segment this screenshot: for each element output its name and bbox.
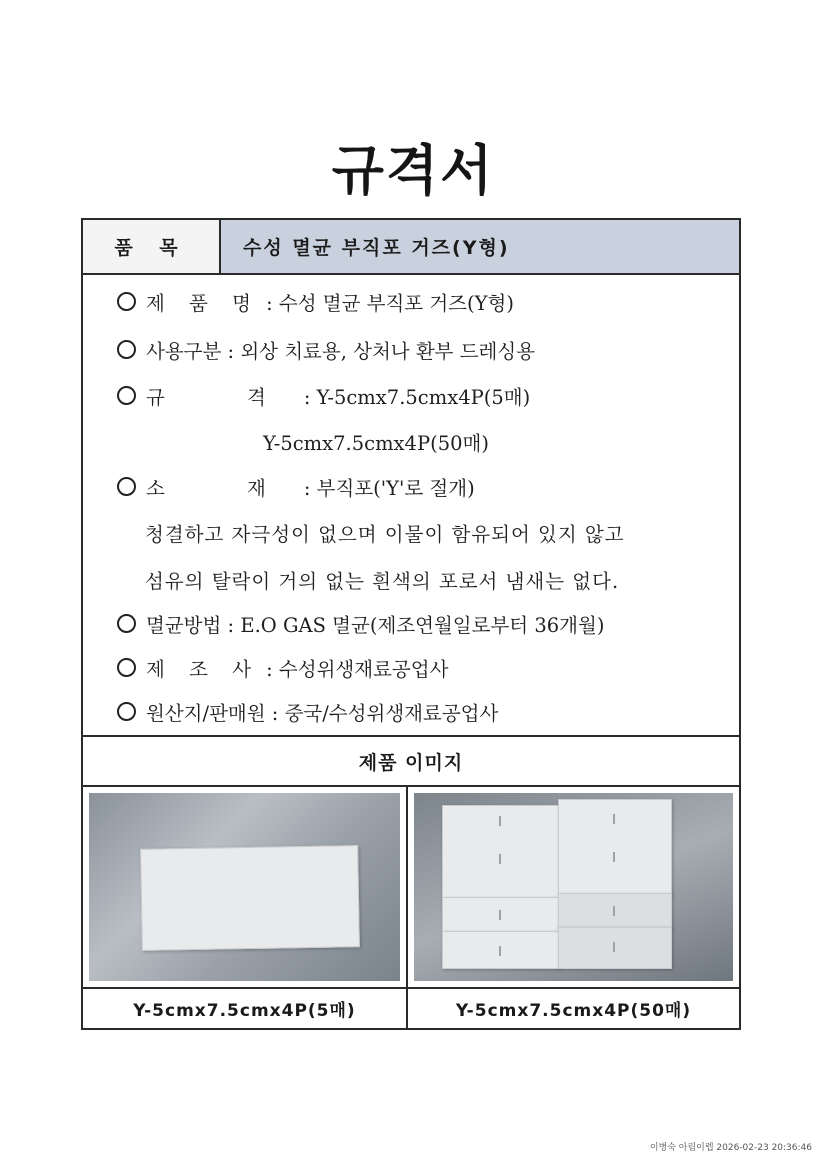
spec-manufacturer: 제 조 사 : 수성위생재료공업사 [117, 654, 448, 682]
spec-label: 멸균방법 [146, 614, 222, 637]
spec-value: Y-5cmx7.5cmx4P(5매) [316, 386, 531, 409]
spec-value: 부직포('Y'로 절개) [316, 477, 475, 500]
spec-size-2: Y-5cmx7.5cmx4P(50매) [263, 432, 489, 455]
spec-size: 규 격: Y-5cmx7.5cmx4P(5매) [117, 382, 530, 410]
item-label: 품 목 [83, 220, 221, 273]
spec-value: 중국/수성위생재료공업사 [284, 702, 499, 725]
product-photo-50-pack [414, 793, 733, 981]
spec-sheet [81, 218, 741, 1030]
spec-origin-seller: 원산지/판매원 : 중국/수성위생재료공업사 [117, 698, 498, 726]
circle-bullet-icon [117, 340, 136, 359]
product-images-header: 제품 이미지 [83, 735, 739, 787]
gauze-pad [558, 927, 672, 969]
gauze-pad [442, 897, 560, 933]
gauze-pad [558, 799, 672, 895]
page-title: 규격서 [331, 139, 495, 202]
gauze-pad [442, 931, 560, 969]
circle-bullet-icon [117, 702, 136, 721]
spec-label: 소 재 [146, 477, 304, 500]
gauze-pad [558, 893, 672, 929]
spec-label: 원산지/판매원 [146, 702, 266, 725]
gauze-pad [442, 805, 560, 899]
spec-product-name: 제 품 명 : 수성 멸균 부직포 거즈(Y형) [117, 288, 514, 316]
spec-material-desc-2: 섬유의 탈락이 거의 없는 흰색의 포로서 냄새는 없다. [145, 570, 620, 593]
circle-bullet-icon [117, 292, 136, 311]
item-row [83, 220, 739, 275]
spec-value: E.O GAS 멸균(제조연월일로부터 36개월) [240, 614, 605, 637]
product-image-cell-50 [408, 787, 739, 987]
spec-value: 수성위생재료공업사 [278, 658, 449, 681]
spec-material: 소 재: 부직포('Y'로 절개) [117, 473, 475, 501]
circle-bullet-icon [117, 477, 136, 496]
spec-label: 사용구분 [146, 340, 222, 363]
circle-bullet-icon [117, 386, 136, 405]
spec-material-desc-1: 청결하고 자극성이 없으며 이물이 함유되어 있지 않고 [145, 523, 625, 546]
circle-bullet-icon [117, 658, 136, 677]
spec-label: 규 격 [146, 386, 304, 409]
print-timestamp: 이병숙 아림이렙 2026-02-23 20:36:46 [649, 1143, 812, 1153]
product-caption-50: Y-5cmx7.5cmx4P(50매) [408, 987, 739, 1028]
product-image-cell-5 [83, 787, 408, 987]
product-photo-5-pack [89, 793, 400, 981]
gauze-pad [140, 845, 360, 951]
spec-value: 외상 치료용, 상처나 환부 드레싱용 [240, 340, 536, 363]
product-caption-5: Y-5cmx7.5cmx4P(5매) [83, 987, 408, 1028]
spec-sterilization: 멸균방법 : E.O GAS 멸균(제조연월일로부터 36개월) [117, 610, 604, 638]
spec-value: 수성 멸균 부직포 거즈(Y형) [278, 292, 514, 315]
spec-usage: 사용구분 : 외상 치료용, 상처나 환부 드레싱용 [117, 336, 535, 364]
circle-bullet-icon [117, 614, 136, 633]
spec-label: 제 품 명 [146, 292, 260, 315]
spec-label: 제 조 사 [146, 658, 260, 681]
item-value: 수성 멸균 부직포 거즈(Y형) [221, 220, 739, 273]
